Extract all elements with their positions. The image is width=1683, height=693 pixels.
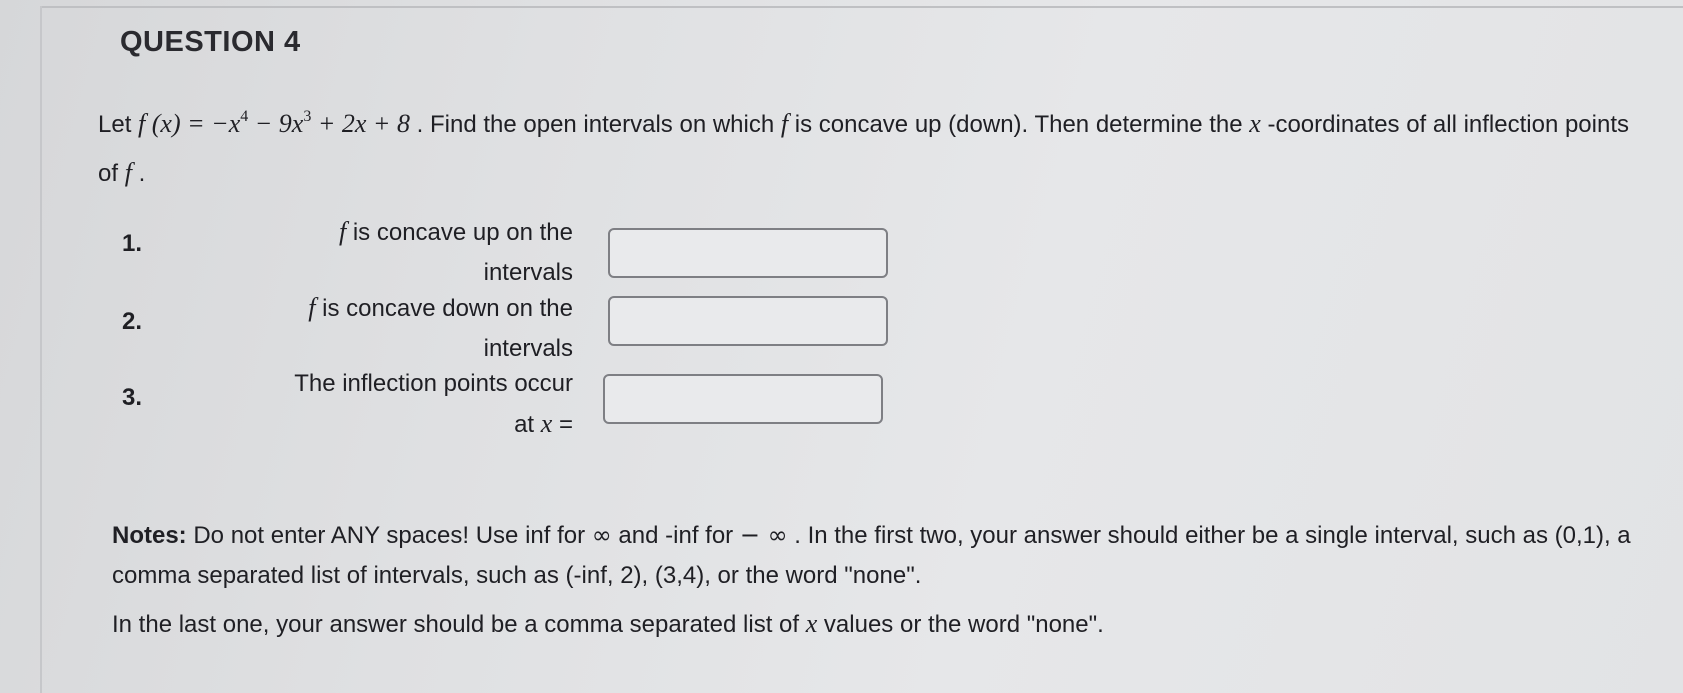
- concave-up-input[interactable]: [608, 228, 888, 278]
- f-symbol: f: [338, 217, 347, 246]
- part-label-line-2: intervals: [483, 259, 573, 286]
- negative-infinity-symbol: − ∞: [739, 521, 788, 549]
- infinity-symbol: ∞: [591, 521, 612, 549]
- x-symbol: x: [540, 409, 553, 438]
- top-border: [40, 6, 1683, 8]
- part-label-text: is concave down on the: [315, 295, 573, 322]
- function-term-1: −x: [211, 109, 241, 138]
- notes-text: values or the word "none".: [817, 611, 1104, 638]
- part-number: 2.: [122, 308, 143, 335]
- notes-label: Notes:: [112, 522, 187, 549]
- part-label-suffix: =: [552, 411, 573, 438]
- function-exponent-2: 3: [303, 108, 312, 125]
- x-symbol: x: [1249, 109, 1261, 138]
- notes-paragraph-2: [112, 604, 1632, 645]
- part-label-text: is concave up on the: [346, 219, 573, 246]
- notes-text: In the last one, your answer should be a comma separated list of: [112, 611, 806, 638]
- problem-intro: Let: [98, 111, 139, 138]
- part-label-prefix: at: [514, 411, 541, 438]
- f-symbol: f: [308, 293, 316, 322]
- function-lhs: f (x) =: [138, 109, 212, 138]
- inflection-points-input[interactable]: [603, 374, 883, 424]
- part-label: [339, 212, 573, 293]
- function-exponent-1: 4: [240, 108, 249, 125]
- notes-section: [112, 515, 1632, 645]
- function-term-3: + 2x + 8: [317, 109, 410, 138]
- part-label-line-1: [339, 212, 573, 253]
- problem-text-5: .: [131, 160, 146, 187]
- notes-paragraph-1: [112, 515, 1632, 596]
- concave-down-input[interactable]: [608, 296, 888, 346]
- left-border: [40, 6, 42, 693]
- part-number: 3.: [122, 384, 143, 411]
- part-label: [294, 364, 573, 445]
- notes-text: . In the first two, your answer should either be a single interval, such as (0,1), a comma separated list of intervals, such as (-inf, 2), (3,4), or the word "none".: [112, 522, 1631, 589]
- notes-text: Do not enter ANY spaces! Use inf for: [186, 522, 592, 549]
- problem-text-2: . Find the open intervals on which: [409, 111, 781, 138]
- f-symbol: f: [780, 109, 789, 138]
- notes-text: and -inf for: [611, 522, 740, 549]
- part-label-line-2: [294, 404, 573, 445]
- function-term-2: − 9x: [254, 109, 304, 138]
- problem-text-3: is concave up (down). Then determine the: [788, 111, 1250, 138]
- part-number: 1.: [122, 230, 143, 257]
- problem-text-4: -coordinates of all inflection points of: [98, 111, 1629, 187]
- f-symbol: f: [124, 158, 132, 187]
- function-definition: [138, 109, 410, 138]
- part-3: [98, 370, 898, 456]
- question-title: QUESTION 4: [120, 26, 301, 58]
- part-label-line-1: [308, 288, 573, 329]
- part-1: [98, 212, 898, 292]
- part-label: [308, 288, 573, 369]
- problem-statement: [98, 100, 1638, 198]
- part-label-line-2: intervals: [483, 335, 573, 362]
- x-symbol: x: [805, 609, 818, 638]
- part-label-line-1: The inflection points occur: [294, 370, 573, 397]
